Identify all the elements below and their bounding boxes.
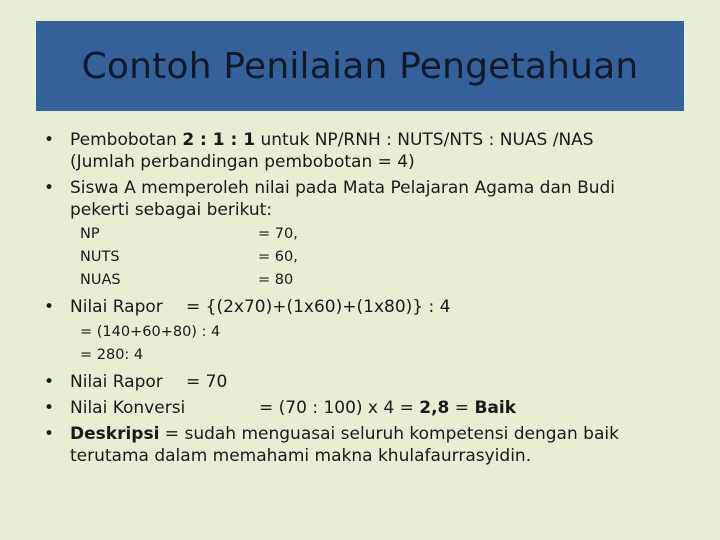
calc-step-1: = (140+60+80) : 4 <box>80 324 221 340</box>
bullet-marker: • <box>44 178 55 198</box>
report-result-value: = 70 <box>186 372 228 392</box>
weighting-prefix: Pembobotan <box>70 130 183 150</box>
score-value-np: = 70, <box>258 226 298 242</box>
report-result-label: Nilai Rapor <box>70 372 163 392</box>
description-line-2: terutama dalam memahami makna khulafaurrasyidin. <box>70 446 532 466</box>
description-line-1 <box>70 423 619 445</box>
score-label-np: NP <box>80 226 100 242</box>
bullet-marker: • <box>44 130 55 150</box>
bullet-marker: • <box>44 424 55 444</box>
description-label: Deskripsi <box>70 424 160 444</box>
score-label-nuas: NUAS <box>80 272 121 288</box>
bullet-marker: • <box>44 297 55 317</box>
slide-title: Contoh Penilaian Pengetahuan <box>81 45 639 87</box>
conversion-grade: Baik <box>474 398 517 418</box>
bullet-marker: • <box>44 398 55 418</box>
score-value-nuas: = 80 <box>258 272 294 288</box>
description-text: = sudah menguasai seluruh kompetensi dengan baik <box>159 424 619 444</box>
student-line-1: Siswa A memperoleh nilai pada Mata Pelajaran Agama dan Budi <box>70 178 616 198</box>
conversion-score: 2,8 <box>419 398 450 418</box>
report-formula-label: Nilai Rapor <box>70 297 163 317</box>
weighting-suffix: untuk NP/RNH : NUTS/NTS : NUAS /NAS <box>255 130 594 150</box>
weighting-ratio: 2 : 1 : 1 <box>182 130 256 150</box>
score-label-nuts: NUTS <box>80 249 120 265</box>
weighting-line <box>70 129 594 151</box>
weighting-sum-line: (Jumlah perbandingan pembobotan = 4) <box>70 152 415 172</box>
score-value-nuts: = 60, <box>258 249 298 265</box>
conversion-equals: = <box>449 398 475 418</box>
conversion-formula: = (70 : 100) x 4 = <box>259 398 420 418</box>
bullet-marker: • <box>44 372 55 392</box>
conversion-label: Nilai Konversi <box>70 398 186 418</box>
student-line-2: pekerti sebagai berikut: <box>70 200 273 220</box>
calc-step-2: = 280: 4 <box>80 347 144 363</box>
conversion-line <box>259 397 516 419</box>
report-formula-value: = {(2x70)+(1x60)+(1x80)} : 4 <box>186 297 451 317</box>
